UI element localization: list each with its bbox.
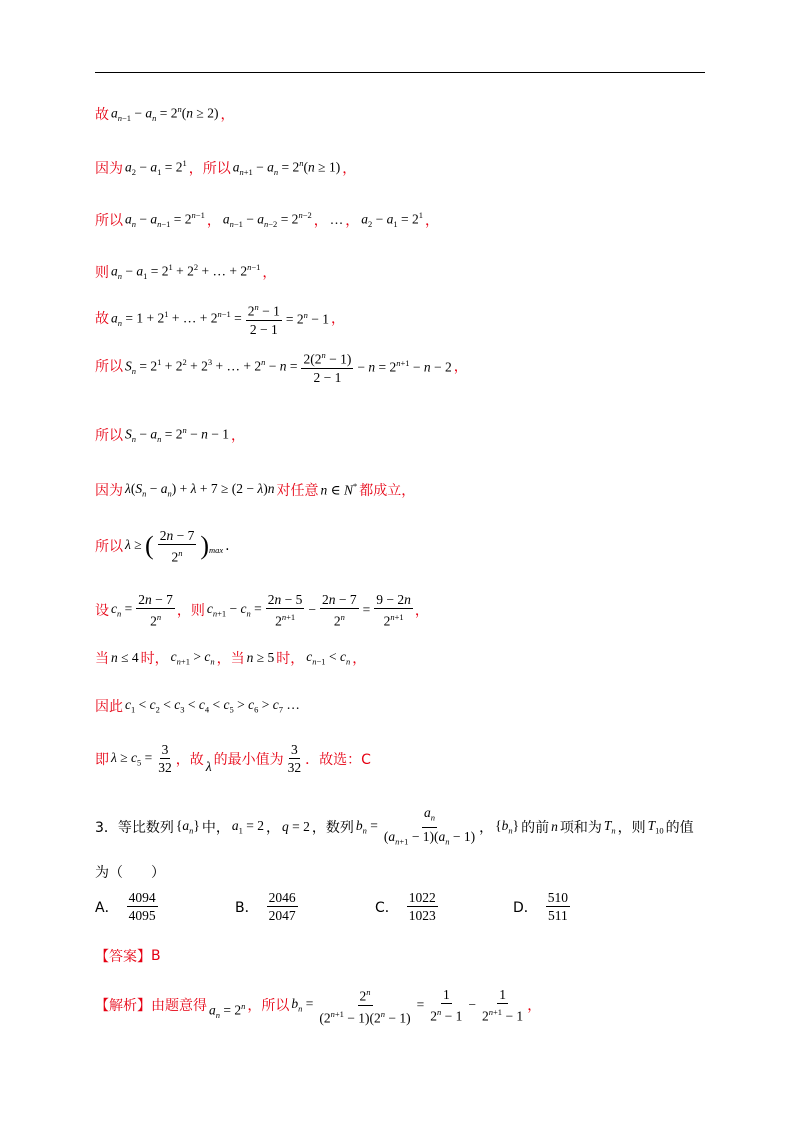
line-text: 所以 [95, 359, 123, 376]
line-text: ， [206, 213, 221, 229]
option-label: A． [95, 899, 119, 916]
option-fraction: $\frac{2046}{2047}$ [268, 890, 296, 923]
math-expression: $a_{n-1} - a_n = 2^n(n \ge 2)$ [111, 104, 219, 124]
math-expression: $\{a_n\}$ [175, 818, 200, 837]
line-text: ， [266, 820, 281, 837]
line-text: 则 [95, 265, 109, 281]
line-text: ，所以 [247, 998, 290, 1014]
math-expression: $a_{n-1} - a_{n-2} = 2^{n-2}$ [222, 210, 312, 230]
line-text: ， [313, 213, 328, 229]
line-text: 即 [95, 751, 109, 768]
solution-line-5 [95, 300, 345, 337]
answer-value: B [151, 948, 161, 964]
math-fraction: $\frac{2(2^n - 1)}{2 - 1}$ [303, 350, 352, 385]
math-expression: n [551, 819, 558, 835]
option-c[interactable] [375, 890, 440, 923]
line-text: ， [479, 820, 494, 837]
line-text: ，则 [617, 820, 646, 837]
line-text: ， [345, 213, 360, 229]
math-expression: = $2^n - 1$ [285, 309, 330, 326]
math-expression: $S_n - a_n = 2^n - n - 1$ [125, 425, 229, 445]
answer-line [95, 946, 161, 966]
line-text: ， [414, 603, 429, 620]
line-text: . [225, 538, 230, 555]
math-expression: $\{b_n\}$ [495, 818, 520, 837]
question-number: 3． [95, 820, 118, 837]
line-text: 的前 [521, 820, 550, 837]
math-expression: n ∈ N* [320, 481, 358, 498]
math-expression: $b_n$ = [355, 818, 378, 837]
math-fraction: $\frac{2n - 7}{2^n}$ [322, 592, 357, 629]
option-label: C． [375, 899, 399, 916]
line-text: ， [262, 265, 277, 281]
question-3-stem-end [95, 862, 165, 882]
math-expression: = [416, 997, 425, 1012]
line-text: ， [220, 107, 235, 123]
line-text: ， [424, 213, 439, 229]
ellipsis: … [329, 212, 344, 227]
line-text: 所以 [95, 539, 123, 556]
line-text: ，故 [175, 751, 204, 768]
line-text: 由题意得 [151, 998, 207, 1014]
solution-line-3 [95, 210, 439, 230]
math-expression: − $n = 2^{n+1} - n - 2$ [357, 357, 452, 374]
math-expression: $a_n = 2^n$ [209, 1001, 246, 1021]
analysis-line [95, 985, 541, 1025]
math-expression: λ ≥ ( [125, 531, 154, 561]
math-expression: $a_1 = 2$ [231, 818, 265, 837]
line-text: 因为 [95, 483, 123, 499]
math-fraction: $\frac{1}{2^n - 1}$ [430, 986, 463, 1024]
answer-options [95, 890, 615, 930]
math-fraction: $\frac{2^n}{(2^{n+1} - 1)(2^n - 1)}$ [319, 987, 411, 1025]
analysis-label: 【解析】 [95, 998, 151, 1014]
line-text: 因为 [95, 161, 123, 177]
line-text: 对任意 [276, 483, 319, 499]
line-text: 时， [276, 651, 305, 667]
line-text: 所以 [95, 428, 123, 444]
solution-line-6 [95, 348, 468, 385]
line-text: ， [231, 428, 245, 444]
line-text: 等比数列 [117, 820, 174, 837]
option-fraction: $\frac{1022}{1023}$ [408, 890, 436, 923]
solution-line-4 [95, 262, 276, 282]
math-expression: n ≤ 4 [111, 650, 139, 665]
math-expression: $a_n = 1 + 2^1$ + … + $2^{n-1}$ = [111, 308, 242, 328]
line-text: 为（ ） [95, 865, 165, 881]
math-expression: $c_{n+1} - c_n$ = [206, 601, 262, 620]
line-text: 设 [95, 603, 109, 620]
option-label: B． [235, 899, 259, 916]
math-expression: $c_{n+1} > c_n$ [170, 649, 215, 667]
math-expression: $c_1 < c_2 < c_3 < c_4 < c_5 > c_6 > c_7$ … [125, 697, 300, 715]
math-expression: $\lambda \ge c_5$ = [111, 749, 153, 768]
math-expression: $a_n - a_1 = 2^1 + 2^2$ + … + $2^{n-1}$ [111, 262, 261, 282]
line-text: 都成立， [359, 483, 416, 499]
option-fraction: $\frac{510}{511}$ [547, 890, 569, 923]
line-text: 故 [95, 311, 109, 328]
math-expression: q = 2 [282, 819, 310, 835]
math-expression: $a_2 - a_1 = 2^1$ [361, 210, 423, 230]
solution-line-1 [95, 104, 234, 124]
line-text: ，所以 [188, 161, 231, 177]
option-fraction: $\frac{4094}{4095}$ [128, 890, 156, 923]
math-expression: $c_n$ = [111, 601, 133, 620]
line-text: 故 [95, 107, 109, 123]
option-b[interactable] [235, 890, 300, 923]
math-expression: $S_n = 2^1 + 2^2 + 2^3$ + … + $2^n - n$ = [125, 356, 298, 376]
math-fraction: $\frac{2n - 5}{2^{n+1}}$ [267, 592, 303, 629]
solution-line-8 [95, 480, 415, 500]
line-text: 的值 [665, 820, 694, 837]
solution-line-11 [95, 648, 366, 668]
math-fraction: $\frac{2n - 7}{2^n}$ [159, 528, 195, 565]
solution-line-2 [95, 158, 356, 178]
line-text: ．故选：C [305, 751, 371, 768]
math-lambda: λ [205, 758, 212, 774]
line-text: ，当 [216, 651, 245, 667]
header-rule [95, 72, 705, 73]
solution-line-13 [95, 742, 371, 775]
math-fraction: $\frac{9 - 2n}{2^{n+1}}$ [376, 592, 411, 629]
math-fraction: $\frac{3}{32}$ [158, 742, 172, 775]
math-expression: )$_{max}$ [200, 531, 224, 561]
math-expression: $a_{n+1} - a_n = 2^n(n \ge 1)$ [232, 158, 341, 178]
line-text: ， [352, 651, 367, 667]
line-text: ， [453, 359, 468, 376]
math-fraction: $\frac{3}{32}$ [287, 742, 302, 775]
line-text: 时， [140, 651, 169, 667]
math-expression: $b_n$ = [291, 996, 314, 1014]
line-text: ， [527, 998, 542, 1014]
solution-line-10 [95, 592, 429, 629]
math-expression: $c_{n-1} < c_n$ [306, 649, 351, 667]
math-fraction: $\frac{2n - 7}{2^n}$ [138, 592, 173, 629]
math-expression: $\lambda(S_n - a_n) + \lambda + 7 \ge (2 - \lambda)n$ [125, 481, 275, 499]
solution-line-7 [95, 425, 245, 445]
line-text: 所以 [95, 213, 123, 229]
line-text: 项和为 [559, 820, 602, 837]
math-expression: $T_{10}$ [647, 818, 664, 837]
line-text: 的最小值为 [213, 751, 284, 768]
math-expression: n ≥ 5 [246, 650, 275, 665]
line-text: ， [342, 161, 357, 177]
line-text: 因此 [95, 699, 123, 715]
math-expression: − [308, 602, 317, 618]
math-expression: $T_n$ [603, 818, 616, 837]
math-fraction: $\frac{a_n}{(a_{n+1} - 1)(a_n - 1)}$ [383, 805, 476, 847]
line-text: ，则 [176, 603, 205, 620]
math-fraction: $\frac{2^n - 1}{2 - 1}$ [247, 302, 280, 337]
option-a[interactable] [95, 890, 160, 923]
answer-label: 【答案】 [95, 949, 151, 965]
option-label: D． [513, 899, 538, 916]
line-text: 中， [201, 820, 230, 837]
line-text: ， [331, 311, 346, 328]
math-expression: $a_2 - a_1 = 2^1$ [125, 158, 187, 178]
question-3-stem [95, 805, 694, 849]
math-expression: − [468, 997, 477, 1012]
math-fraction: $\frac{1}{2^{n+1} - 1}$ [482, 986, 524, 1024]
line-text: 当 [95, 651, 109, 667]
math-expression: $a_n - a_{n-1} = 2^{n-1}$ [125, 210, 205, 230]
solution-line-12 [95, 696, 302, 716]
line-text: ，数列 [311, 820, 354, 837]
math-expression: = [362, 602, 371, 618]
solution-line-9 [95, 528, 230, 565]
option-d[interactable] [513, 890, 572, 923]
